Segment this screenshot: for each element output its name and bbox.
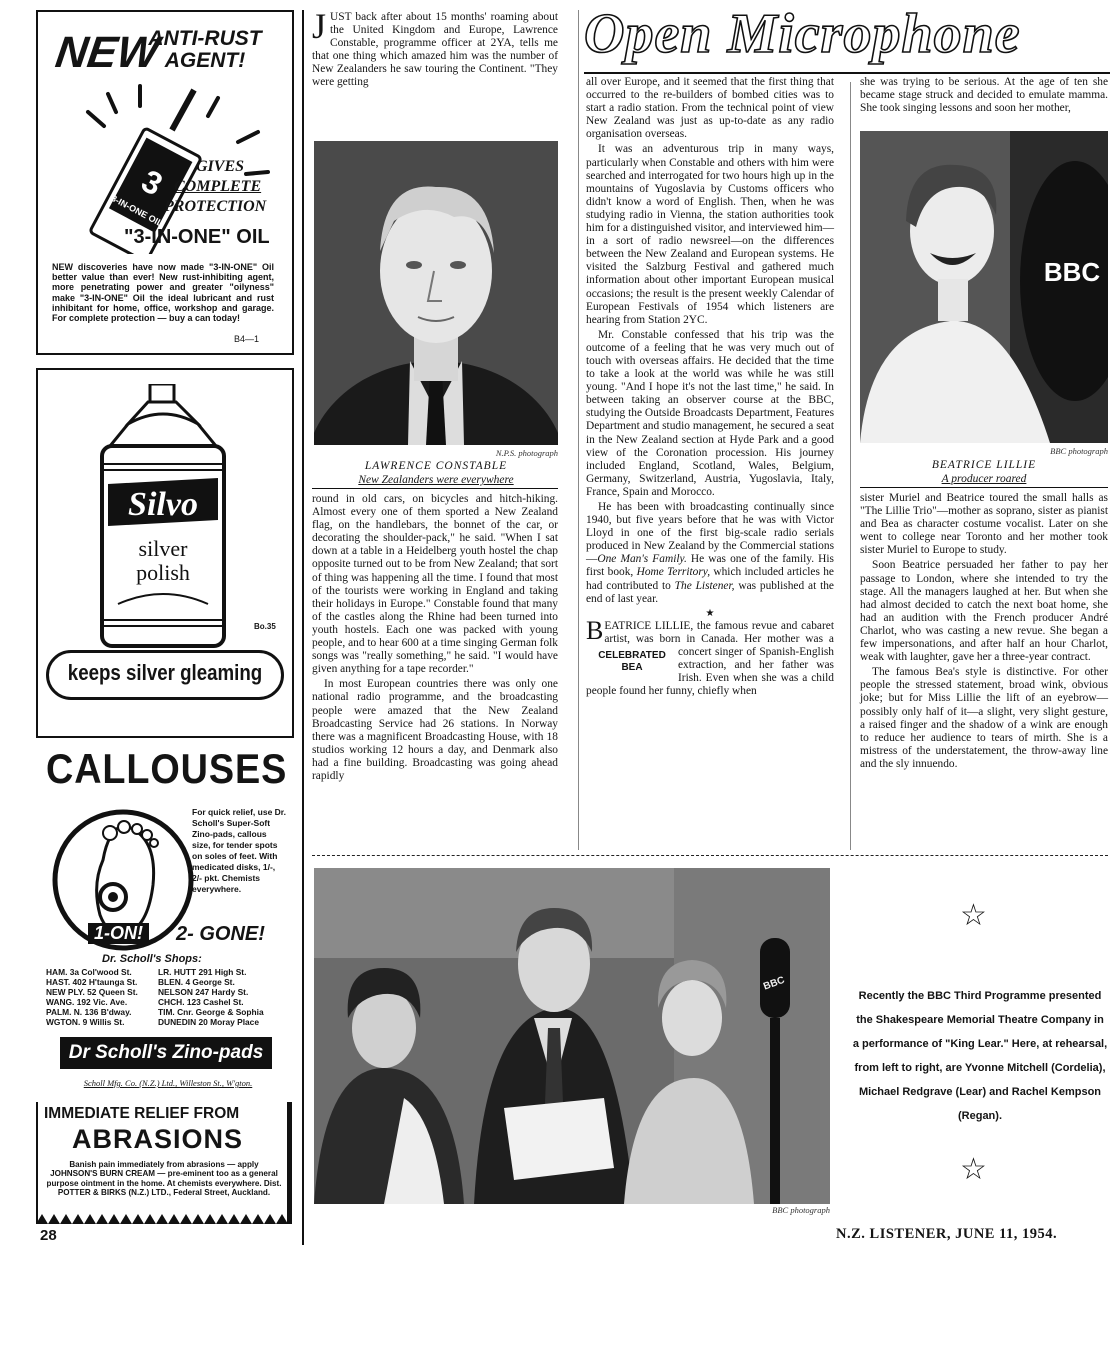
page-number: 28: [40, 1227, 57, 1244]
page-title: Open Microphone: [584, 3, 1021, 65]
portrait-woman-image: [860, 131, 1108, 443]
photo2-name: BEATRICE LILLIE: [931, 459, 1037, 471]
abrasions-sawtooth: [36, 1212, 292, 1224]
article-col3-bottom: sister Muriel and Beatrice toured the small halls as "The Lillie Trio"—mother as soprano, sister as pianist and Bea as character costume vocalist. Later on she went to college near Toronto and her mother took sister Muriel to Europe to study. Soon Beatrice persuaded her father to pay her passage to London, where she intended to try the stage. All the managers laughed at her. But when she had almost decided to catch the next boat home, she had an audition with the French producer André Charlot, who was casting a new revue. She began a few impersonations, and after half an hour Charlot, weak with laughter, gave her a three-year contract. The famous Bea's style is distinctive. For other people the stressed statement, broad wink, obvious joke; but for Miss Lillie the lift of an eyebrow—possibly only half of it—a slight, very slight gesture, a raised finger and the shadow of a wink are enough to reduce her audience to tears of mirth. She is a mistress of the understatement, the throw-away line and the sly innuendo.: [860, 492, 1108, 770]
celebrated-bea-sidehead: CELEBRATED BEA: [598, 649, 666, 673]
bea-section: B EATRICE LILLIE, the famous revue and cabaret artist, was born in Canada. Her CELEBRATED BEA mother was a concert singer of Spanish-English extraction, and her father was Irish. Even when she was a child people found her funny, chiefly when: [586, 615, 834, 698]
oil-ad-code: B4—1: [234, 334, 260, 344]
callouses-ad: [36, 745, 294, 1095]
oil-ad-headline: ANTI-RUST AGENT!: [148, 27, 262, 72]
silvo-ad: [36, 368, 294, 738]
silvo-tin-icon: [88, 384, 238, 654]
shop-row: NEW PLY. 52 Queen St. NELSON 247 Hardy St.: [46, 987, 249, 997]
oil-ad: [36, 10, 294, 355]
portrait-beatrice-lillie: [860, 131, 1108, 443]
column-rule-right: [850, 82, 851, 850]
caption-star-bottom: ☆: [960, 1152, 987, 1187]
oil-ad-protection: PROTECTION: [164, 198, 267, 215]
col1-intro: months' roaming about the United Kingdom and Europe, Lawrence Constable, programme officer at 2YA, tells me that one thing which amazed him was the number of New Zealanders he saw touring the Continent. "They were getting: [312, 11, 558, 89]
bbc-mic-label: BBC: [1043, 257, 1101, 287]
col1-paragraph: In most European countries there was only one national radio programme, and the broadcasting people were amazed that the New Zealand Broadcasting Service had 26 stations. In Norway there was a magnificent Broadcasting House, with 18 studios working 12 hours a day, and Denmark also had a fine building. Broadcasting was going ahead rapidly: [312, 678, 558, 782]
bottom-photo-caption: Recently the BBC Third Programme presented the Shakespeare Memorial Theatre Company in a performance of "King Lear." Here, at rehearsal, from left to right, are Yvonne Mitchell (Cordelia), Michael Redgrave (Lear) and Rachel Kempson (Regan).: [852, 990, 1108, 1122]
scholl-shops-list: [46, 967, 286, 1027]
callouses-body: For quick relief, use Dr. Scholl's Super-Soft Zino-pads, callous size, for tender spots on soles of feet. With medicated disks, 1/-, 2/- pkt. Chemists everywhere.: [192, 807, 287, 894]
scholl-footer: Scholl Mfg. Co. (N.Z.) Ltd., Willeston St., W'gton.: [83, 1078, 253, 1088]
shop-row: HAST. 402 H'taunga St. BLEN. 4 George St.: [46, 977, 235, 987]
bottom-photo-credit: BBC photograph: [772, 1205, 830, 1215]
king-lear-rehearsal-photo: [314, 868, 830, 1204]
shop-row: PALM. N. 136 B'dway. TIM. Cnr. George & Sophia: [46, 1007, 264, 1017]
col2-paragraph: He has been with broadcasting continually since 1940, but five years before that he was with Victor Lloyd in one of the first big-scale radio serials produced in New Zealand by the Commercial stations—One Man's Family. He was one of the family. His first book, Home Territory, which included articles he had contributed to The Listener, was published at the end of last year.: [586, 501, 834, 605]
photo1-rule: [312, 488, 558, 489]
abrasions-ad: [36, 1102, 292, 1224]
bea-first-line: EATRICE LILLIE, the famous revue: [604, 619, 778, 632]
photo1-sub: New Zealanders were everywhere: [358, 474, 514, 486]
col2-paragraph: Mr. Constable confessed that his trip was the outcome of a feeling that he was very much out of touch with overseas affairs. He decided that the time to take a look at the world was while he was still young. "And I hope it's not the last time," he said. In between taking an observer course at the BBC, studying the Outside Broadcasts Department, Features Department and studio management, he secured a seat in the New Zealand section at Hyde Park and a good view of the Coronation procession. His journey included England, Scotland, Wales, Belgium, Germany, Switzerland, Austria, Yugoslavia, Italy, France, Spain and Morocco.: [586, 328, 835, 498]
col2-paragraph: all over Europe, and it seemed that the first thing that occurred to the re-builders of bombed cities was to start a radio station. From the technical point of view New Zealand was just as up-to-date as any radio organisation overseas.: [586, 76, 834, 141]
rehearsal-image: [314, 868, 830, 1204]
scholl-brand: Dr Scholl's Zino-pads: [60, 1037, 272, 1069]
drop-cap-j: J: [312, 6, 327, 46]
shop-row: HAM. 3a Col'wood St. LR. HUTT 291 High St.: [46, 967, 247, 977]
oil-ad-product: "3-IN-ONE" OIL: [124, 226, 270, 248]
oil-ad-gives: GIVES: [196, 158, 245, 175]
scholl-shops-title: Dr. Scholl's Shops:: [102, 953, 202, 965]
article-col1-bottom: [312, 493, 558, 785]
silvo-label1: silver: [138, 536, 188, 561]
photo1-credit: N.P.S. photograph: [495, 448, 558, 458]
photo2-credit: BBC photograph: [1050, 446, 1108, 456]
col1-paragraph: round in old cars, on bicycles and hitch-hiking. Almost every one of them sported a New Zealand flag, on the handlebars, the bonnet of the car, or decorating the shoulder-pack," he said. "When I sat down at a table in a Heidelberg youth hostel the chap opposite turned out to be from New Zealand; that sort of thing was happening all the time. I found that most of the tourists were working in England and taking their holidays in Europe." Constable found that many of the castles along the Rhine had been turned into youth hostels. Each one was packed with young people, and to hear 600 at a time singing German folk songs was "really something," he said. "I would have given anything for a tape recorder.": [312, 493, 558, 676]
column-rule-left: [302, 10, 304, 1245]
oil-can-label: 3-IN-ONE OIL: [109, 192, 165, 229]
column-rule-mid: [578, 10, 579, 850]
issue-line: N.Z. LISTENER, JUNE 11, 1954.: [836, 1226, 1058, 1242]
shop-row: WGTON. 9 Willis St. DUNEDIN 20 Moray Place: [46, 1017, 260, 1027]
photo2-rule: [860, 487, 1108, 488]
shop-row: WANG. 192 Vic. Ave. CHCH. 123 Cashel St.: [46, 997, 244, 1007]
col2-paragraph: It was an adventurous trip in many ways, particularly when Constable and others with him were searched and interrogated for two hours high up in the mountains of Yugoslavia by Customs officers who didn't know a word of English. Then, when he was studying radio in Vienna, the station authorities took him for a distinguished visitor, and interviewed him—in a sort of radio newsreel—on the differences between the New Zealand and European systems. He visited the Salzburg Festival and gathered much information about other important European musical occasions; the result is the present weekly Calendar of European Festivals of 1954 which listeners are hearing from Station 2YC.: [586, 143, 834, 326]
masthead-rule: [584, 72, 1110, 74]
oil-ad-body: NEW discoveries have now made "3-IN-ONE" Oil better value than ever! New rust-inhibiting agent, more penetrating power and greater "oilyness" make "3-IN-ONE" Oil the ideal lubricant and rust inhibitant for home, office, workshop and garage. For complete protection — buy a can today!: [52, 262, 274, 324]
callouses-headline: CALLOUSES: [46, 745, 288, 792]
caption-star-top: ☆: [960, 898, 987, 933]
section-star: ★: [705, 607, 715, 619]
callouses-one-on: 1-ON!: [88, 923, 149, 944]
silvo-code: Bo.35: [254, 622, 276, 631]
photo2-sub: A producer roared: [941, 473, 1027, 485]
abrasions-line1: IMMEDIATE RELIEF FROM: [44, 1105, 240, 1122]
callouses-two-gone: 2- GONE!: [176, 923, 265, 945]
svg-text:3: 3: [135, 162, 169, 203]
silvo-slogan: keeps silver gleaming: [67, 660, 263, 685]
article-col1-top: [312, 6, 558, 90]
rehearsal-mic-label: BBC: [762, 974, 787, 993]
portrait-man-image: [314, 141, 558, 445]
oil-ad-new: NEW: [52, 28, 163, 77]
article-dashed-rule: [312, 855, 1108, 856]
article-col3-top: she was trying to be serious. At the age of ten she became stage struck and decided to emulate mamma. She took singing lessons and soon her mother,: [860, 76, 1108, 115]
abrasions-body: Banish pain immediately from abrasions — apply JOHNSON'S BURN CREAM — pre-eminent too as a general purpose ointment in the home. At chemists everywhere. Dist. POTTER & BIRKS (N.Z.) LTD., Federal Street, Auckland.: [46, 1160, 282, 1198]
article-col2: [586, 76, 834, 698]
drop-cap-b: B: [586, 615, 604, 645]
ad-column: [36, 10, 294, 1225]
photo1-name: LAWRENCE CONSTABLE: [364, 460, 508, 472]
portrait-lawrence-constable: [314, 141, 558, 445]
silvo-brand: Silvo: [128, 486, 198, 523]
col1-first-line: UST back after about 15: [330, 11, 447, 23]
oil-ad-complete: COMPLETE: [174, 178, 262, 195]
abrasions-line2: ABRASIONS: [72, 1124, 244, 1154]
silvo-label2: polish: [136, 560, 190, 585]
